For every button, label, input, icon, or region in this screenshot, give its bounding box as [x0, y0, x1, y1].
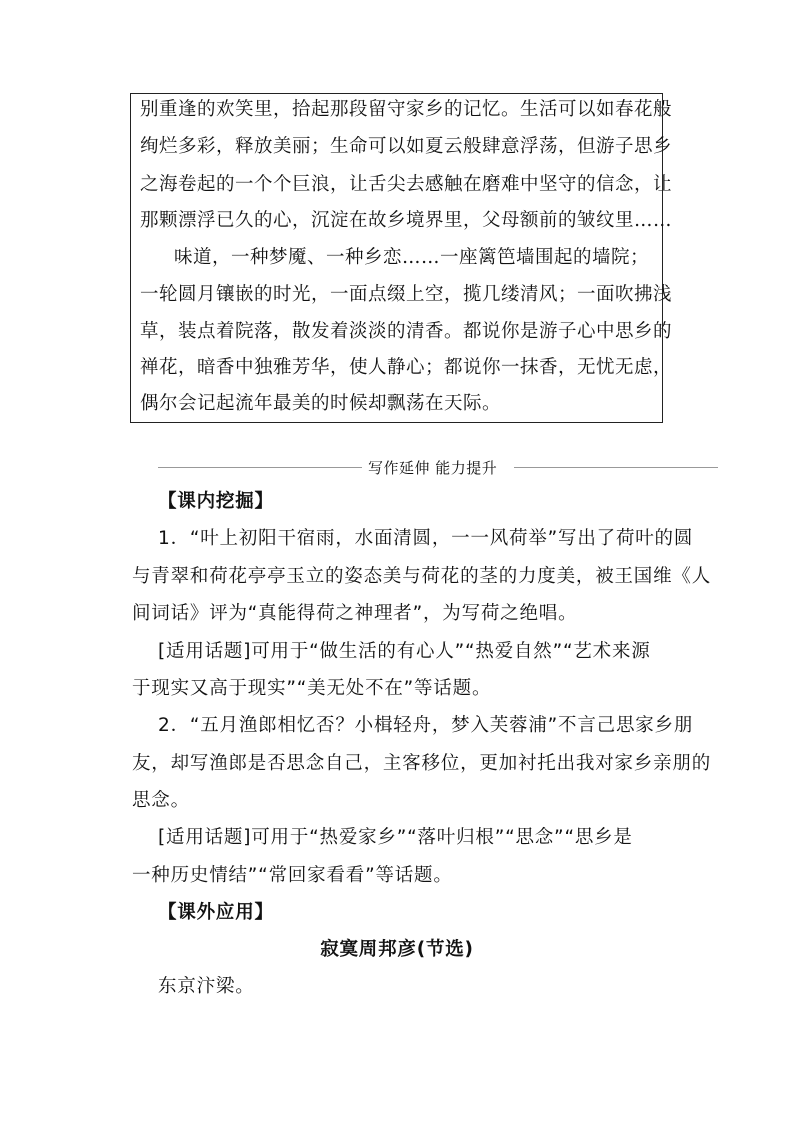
in-class-heading: 【课内挖掘】 [158, 491, 274, 512]
box-text-line: 偶尔会记起流年最美的时候却飘荡在天际。 [140, 393, 502, 414]
box-text-line: 禅花，暗香中独雅芳华，使人静心；都说你一抹香，无忧无虑， [140, 357, 673, 378]
item2-line: 友，却写渔郎是否思念自己，主客移位，更加衬托出我对家乡亲朋的 [132, 753, 712, 774]
item1-line: 间词话》评为“真能得荷之神理者”，为写荷之绝唱。 [132, 603, 578, 624]
box-text-line: 那颗漂浮已久的心，沉淀在故乡境界里，父母额前的皱纹里…… [140, 210, 673, 231]
topic1-line: 于现实又高于现实”“美无处不在”等话题。 [132, 678, 492, 699]
out-class-heading: 【课外应用】 [158, 902, 274, 923]
box-text-line: 绚烂多彩，释放美丽；生命可以如夏云般肆意浮荡，但游子思乡 [140, 136, 673, 157]
box-text-line: 味道，一种梦魇、一种乡恋……一座篱笆墙围起的墙院； [174, 247, 650, 268]
section-divider [158, 457, 718, 479]
poem-first-line: 东京汴梁。 [158, 976, 255, 997]
item2-line: 思念。 [132, 790, 190, 811]
divider-rule-right [514, 467, 718, 468]
topic2-line: 一种历史情结”“常回家看看”等话题。 [132, 865, 453, 886]
item1-line: 1．“叶上初阳干宿雨，水面清圆，一一风荷举”写出了荷叶的圆 [158, 528, 694, 549]
item2-line: 2．“五月渔郎相忆否？小楫轻舟，梦入芙蓉浦”不言己思家乡朋 [158, 715, 694, 736]
box-text-line: 一轮圆月镶嵌的时光，一面点缀上空，揽几缕清风；一面吹拂浅 [140, 284, 673, 305]
box-text-line: 别重逢的欢笑里，拾起那段留守家乡的记忆。生活可以如春花般 [140, 99, 673, 120]
topic2-line: [适用话题]可用于“热爱家乡”“落叶归根”“思念”“思乡是 [158, 827, 633, 848]
box-text-line: 草，装点着院落，散发着淡淡的清香。都说你是游子心中思乡的 [140, 321, 673, 342]
box-text-line: 之海卷起的一个个巨浪，让舌尖去感触在磨难中坚守的信念，让 [140, 174, 673, 195]
item1-line: 与青翠和荷花亭亭玉立的姿态美与荷花的茎的力度美，被王国维《人 [132, 566, 712, 587]
topic1-line: [适用话题]可用于“做生活的有心人”“热爱自然”“艺术来源 [158, 641, 651, 662]
divider-rule-left [158, 467, 362, 468]
section-title: 写作延伸 能力提升 [368, 459, 498, 477]
poem-title: 寂寞周邦彦(节选) [320, 939, 474, 960]
